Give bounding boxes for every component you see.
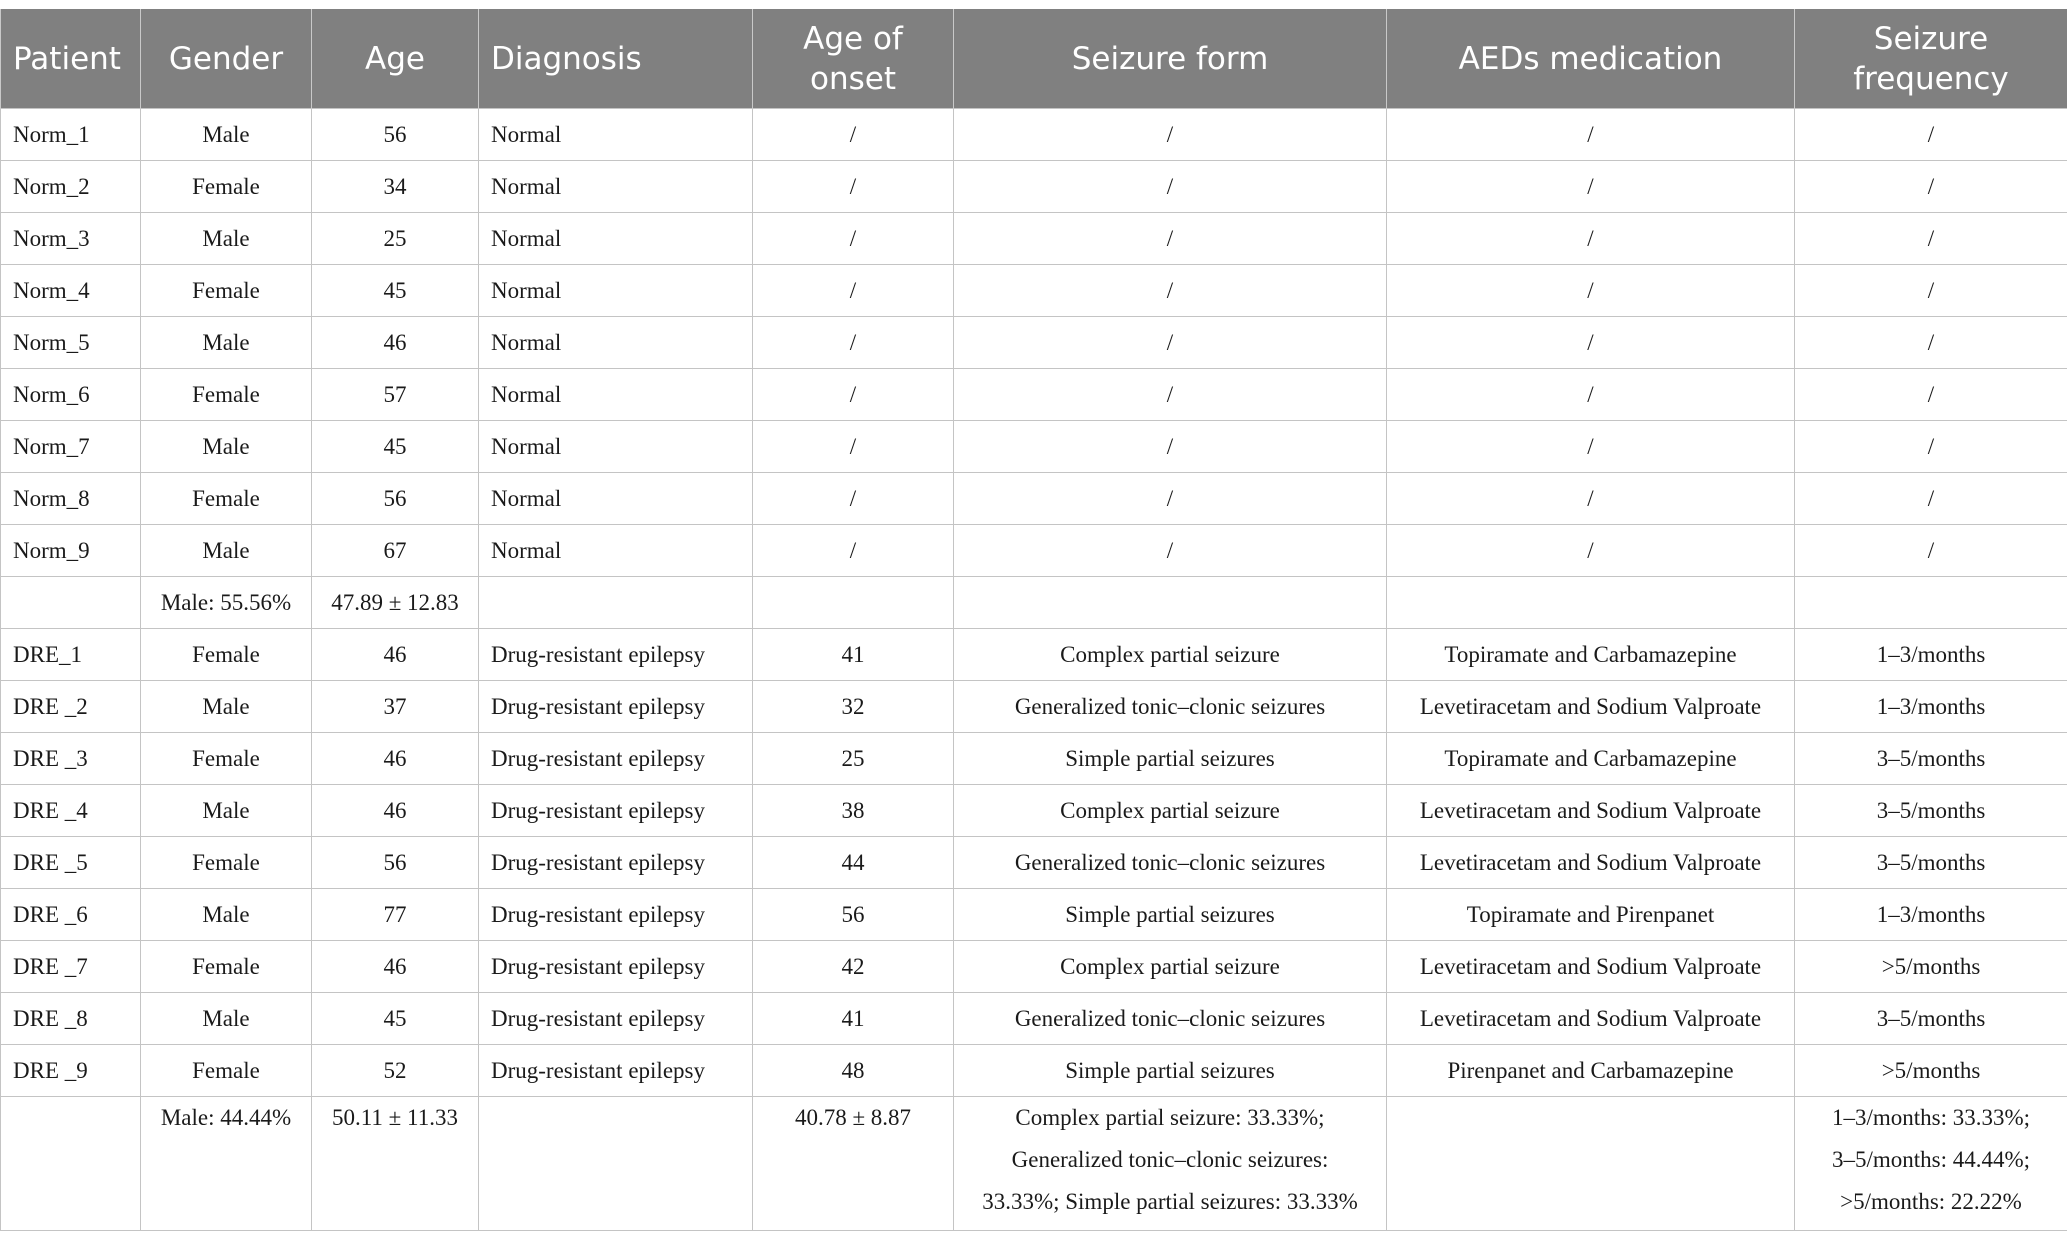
cell-patient: DRE _6 — [1, 889, 141, 941]
cell-diagnosis: Normal — [479, 421, 753, 473]
column-header-patient: Patient — [1, 9, 141, 109]
cell-seizure-frequency: 1–3/months — [1795, 889, 2067, 941]
cell-gender: Male — [141, 213, 312, 265]
cell-gender: Male — [141, 421, 312, 473]
cell-age-of-onset: / — [753, 317, 954, 369]
cell-gender: Female — [141, 265, 312, 317]
summary-seizure-form-line: 33.33%; Simple partial seizures: 33.33% — [982, 1189, 1358, 1214]
column-header-aeds-medication: AEDs medication — [1387, 9, 1795, 109]
cell-patient: DRE _7 — [1, 941, 141, 993]
cell-aeds-medication: / — [1387, 317, 1795, 369]
cell-diagnosis: Drug-resistant epilepsy — [479, 785, 753, 837]
summary-dre-gender-cell: Male: 44.44% — [141, 1097, 312, 1231]
cell-diagnosis: Drug-resistant epilepsy — [479, 629, 753, 681]
cell-seizure-frequency: / — [1795, 109, 2067, 161]
table-row — [1, 421, 2067, 473]
cell-diagnosis: Drug-resistant epilepsy — [479, 837, 753, 889]
table-row — [1, 681, 2067, 733]
cell-diagnosis: Normal — [479, 473, 753, 525]
cell-age: 57 — [312, 369, 479, 421]
cell-seizure-form: Complex partial seizure — [954, 629, 1387, 681]
cell-seizure-frequency: 3–5/months — [1795, 993, 2067, 1045]
cell-patient: Norm_1 — [1, 109, 141, 161]
cell-seizure-frequency — [1795, 577, 2067, 629]
summary-row-dre — [1, 1097, 2067, 1231]
cell-age: 37 — [312, 681, 479, 733]
cell-gender: Female — [141, 629, 312, 681]
column-header-age: Age — [312, 9, 479, 109]
cell-age-of-onset: 38 — [753, 785, 954, 837]
cell-gender: Female — [141, 941, 312, 993]
table-row — [1, 265, 2067, 317]
cell-age: 34 — [312, 161, 479, 213]
cell-seizure-form: Simple partial seizures — [954, 733, 1387, 785]
cell-age-of-onset: 32 — [753, 681, 954, 733]
cell-age-of-onset: 25 — [753, 733, 954, 785]
cell-diagnosis: Drug-resistant epilepsy — [479, 1045, 753, 1097]
cell-diagnosis — [479, 577, 753, 629]
cell-seizure-form: / — [954, 213, 1387, 265]
cell-seizure-form: Complex partial seizure — [954, 785, 1387, 837]
table-row — [1, 473, 2067, 525]
cell-seizure-form: / — [954, 421, 1387, 473]
cell-patient: DRE _2 — [1, 681, 141, 733]
cell-gender: Male — [141, 317, 312, 369]
column-header-gender: Gender — [141, 9, 312, 109]
cell-patient: Norm_4 — [1, 265, 141, 317]
cell-age: 56 — [312, 837, 479, 889]
cell-diagnosis: Normal — [479, 109, 753, 161]
cell-aeds-medication: Levetiracetam and Sodium Valproate — [1387, 785, 1795, 837]
cell-seizure-frequency: / — [1795, 525, 2067, 577]
cell-age: 46 — [312, 629, 479, 681]
cell-seizure-frequency: / — [1795, 369, 2067, 421]
cell-gender: Female — [141, 1045, 312, 1097]
cell-patient — [1, 577, 141, 629]
cell-seizure-form: / — [954, 161, 1387, 213]
cell-aeds-medication: / — [1387, 421, 1795, 473]
cell-patient: DRE _5 — [1, 837, 141, 889]
cell-aeds-medication — [1387, 577, 1795, 629]
cell-gender: Male — [141, 993, 312, 1045]
cell-aeds-medication: Topiramate and Pirenpanet — [1387, 889, 1795, 941]
cell-aeds-medication: / — [1387, 369, 1795, 421]
cell-age: 46 — [312, 785, 479, 837]
table-row — [1, 785, 2067, 837]
cell-patient: DRE _9 — [1, 1045, 141, 1097]
cell-age: 45 — [312, 265, 479, 317]
summary-frequency-line: 1–3/months: 33.33%; — [1831, 1105, 2031, 1130]
patient-characteristics-table — [0, 9, 2067, 1231]
column-header-seizure-frequency: Seizure frequency — [1795, 9, 2067, 109]
cell-diagnosis: Drug-resistant epilepsy — [479, 889, 753, 941]
cell-seizure-form: Simple partial seizures — [954, 889, 1387, 941]
cell-seizure-form: / — [954, 525, 1387, 577]
cell-gender: Male — [141, 109, 312, 161]
cell-age-of-onset: / — [753, 265, 954, 317]
cell-aeds-medication: / — [1387, 525, 1795, 577]
cell-gender: Male — [141, 525, 312, 577]
cell-patient: DRE_1 — [1, 629, 141, 681]
summary-dre-age-cell: 50.11 ± 11.33 — [312, 1097, 479, 1231]
cell-age-of-onset — [753, 577, 954, 629]
cell-aeds-medication: / — [1387, 265, 1795, 317]
cell-age-of-onset: / — [753, 525, 954, 577]
cell-age-of-onset: / — [753, 369, 954, 421]
cell-patient: Norm_9 — [1, 525, 141, 577]
cell-diagnosis: Drug-resistant epilepsy — [479, 733, 753, 785]
cell-seizure-frequency: / — [1795, 317, 2067, 369]
cell-gender: Female — [141, 733, 312, 785]
table-row — [1, 525, 2067, 577]
cell-age-of-onset: 42 — [753, 941, 954, 993]
summary-dre-seizure-form-cell — [954, 1097, 1387, 1231]
cell-aeds-medication: Levetiracetam and Sodium Valproate — [1387, 941, 1795, 993]
table-row — [1, 837, 2067, 889]
cell-aeds-medication: / — [1387, 213, 1795, 265]
cell-seizure-frequency: >5/months — [1795, 941, 2067, 993]
cell-age: 47.89 ± 12.83 — [312, 577, 479, 629]
summary-dre-aeds-cell — [1387, 1097, 1795, 1231]
cell-diagnosis: Normal — [479, 317, 753, 369]
cell-seizure-form: Generalized tonic–clonic seizures — [954, 681, 1387, 733]
cell-age: 46 — [312, 733, 479, 785]
cell-patient: DRE _3 — [1, 733, 141, 785]
table-body — [1, 109, 2067, 1231]
cell-age-of-onset: 48 — [753, 1045, 954, 1097]
cell-age: 67 — [312, 525, 479, 577]
cell-patient: DRE _8 — [1, 993, 141, 1045]
cell-patient: Norm_3 — [1, 213, 141, 265]
header-row — [1, 9, 2067, 109]
cell-patient: Norm_5 — [1, 317, 141, 369]
cell-patient: DRE _4 — [1, 785, 141, 837]
cell-diagnosis: Normal — [479, 525, 753, 577]
table-row — [1, 577, 2067, 629]
cell-seizure-frequency: / — [1795, 473, 2067, 525]
table-row — [1, 213, 2067, 265]
cell-seizure-frequency: / — [1795, 265, 2067, 317]
cell-gender: Female — [141, 837, 312, 889]
cell-diagnosis: Normal — [479, 369, 753, 421]
cell-age-of-onset: / — [753, 473, 954, 525]
cell-diagnosis: Normal — [479, 213, 753, 265]
cell-age: 56 — [312, 473, 479, 525]
cell-age-of-onset: 56 — [753, 889, 954, 941]
column-header-seizure-form: Seizure form — [954, 9, 1387, 109]
cell-age: 25 — [312, 213, 479, 265]
cell-patient: Norm_7 — [1, 421, 141, 473]
table-row — [1, 993, 2067, 1045]
cell-age-of-onset: 41 — [753, 993, 954, 1045]
table-row — [1, 369, 2067, 421]
cell-gender: Male — [141, 785, 312, 837]
cell-gender: Male — [141, 681, 312, 733]
cell-aeds-medication: Levetiracetam and Sodium Valproate — [1387, 681, 1795, 733]
cell-aeds-medication: Levetiracetam and Sodium Valproate — [1387, 993, 1795, 1045]
cell-age-of-onset: 44 — [753, 837, 954, 889]
cell-seizure-form: Generalized tonic–clonic seizures — [954, 993, 1387, 1045]
table-row — [1, 941, 2067, 993]
cell-age: 56 — [312, 109, 479, 161]
cell-aeds-medication: Topiramate and Carbamazepine — [1387, 733, 1795, 785]
cell-age-of-onset: / — [753, 421, 954, 473]
cell-age: 52 — [312, 1045, 479, 1097]
cell-age: 45 — [312, 993, 479, 1045]
summary-seizure-form-line: Complex partial seizure: 33.33%; — [1015, 1105, 1325, 1130]
cell-aeds-medication: Pirenpanet and Carbamazepine — [1387, 1045, 1795, 1097]
cell-seizure-frequency: / — [1795, 161, 2067, 213]
table-header — [1, 9, 2067, 109]
cell-aeds-medication: / — [1387, 473, 1795, 525]
cell-seizure-form: Simple partial seizures — [954, 1045, 1387, 1097]
table-row — [1, 109, 2067, 161]
cell-seizure-form: Complex partial seizure — [954, 941, 1387, 993]
cell-age: 45 — [312, 421, 479, 473]
cell-age: 46 — [312, 941, 479, 993]
cell-aeds-medication: / — [1387, 161, 1795, 213]
cell-gender: Male — [141, 889, 312, 941]
cell-gender: Female — [141, 473, 312, 525]
cell-patient: Norm_2 — [1, 161, 141, 213]
cell-gender: Female — [141, 161, 312, 213]
table-row — [1, 733, 2067, 785]
summary-frequency-line: >5/months: 22.22% — [1840, 1189, 2022, 1214]
table-row — [1, 889, 2067, 941]
summary-dre-frequency-cell — [1795, 1097, 2067, 1231]
summary-seizure-form-line: Generalized tonic–clonic seizures: — [1011, 1147, 1329, 1172]
cell-seizure-form: / — [954, 473, 1387, 525]
cell-age-of-onset: / — [753, 109, 954, 161]
summary-frequency-line: 3–5/months: 44.44%; — [1831, 1147, 2031, 1172]
cell-diagnosis: Normal — [479, 161, 753, 213]
cell-seizure-frequency: 1–3/months — [1795, 681, 2067, 733]
table-row — [1, 161, 2067, 213]
table-row — [1, 317, 2067, 369]
cell-diagnosis: Drug-resistant epilepsy — [479, 681, 753, 733]
patient-characteristics-table-wrapper — [0, 9, 2067, 1231]
table-row — [1, 629, 2067, 681]
cell-seizure-frequency: / — [1795, 421, 2067, 473]
summary-dre-patient-cell — [1, 1097, 141, 1231]
cell-aeds-medication: Levetiracetam and Sodium Valproate — [1387, 837, 1795, 889]
column-header-age-of-onset: Age of onset — [753, 9, 954, 109]
cell-seizure-frequency: / — [1795, 213, 2067, 265]
cell-seizure-form: / — [954, 265, 1387, 317]
cell-seizure-frequency: 1–3/months — [1795, 629, 2067, 681]
cell-age-of-onset: 41 — [753, 629, 954, 681]
cell-seizure-form — [954, 577, 1387, 629]
summary-dre-age-of-onset-cell: 40.78 ± 8.87 — [753, 1097, 954, 1231]
cell-age: 46 — [312, 317, 479, 369]
cell-diagnosis: Drug-resistant epilepsy — [479, 993, 753, 1045]
cell-patient: Norm_8 — [1, 473, 141, 525]
cell-aeds-medication: / — [1387, 109, 1795, 161]
cell-seizure-frequency: 3–5/months — [1795, 733, 2067, 785]
cell-gender: Female — [141, 369, 312, 421]
cell-diagnosis: Normal — [479, 265, 753, 317]
cell-seizure-frequency: 3–5/months — [1795, 785, 2067, 837]
cell-aeds-medication: Topiramate and Carbamazepine — [1387, 629, 1795, 681]
cell-seizure-form: Generalized tonic–clonic seizures — [954, 837, 1387, 889]
column-header-diagnosis: Diagnosis — [479, 9, 753, 109]
cell-seizure-form: / — [954, 317, 1387, 369]
cell-seizure-frequency: 3–5/months — [1795, 837, 2067, 889]
cell-seizure-form: / — [954, 109, 1387, 161]
cell-seizure-frequency: >5/months — [1795, 1045, 2067, 1097]
summary-dre-diagnosis-cell — [479, 1097, 753, 1231]
cell-seizure-form: / — [954, 369, 1387, 421]
cell-age-of-onset: / — [753, 161, 954, 213]
cell-gender: Male: 55.56% — [141, 577, 312, 629]
table-row — [1, 1045, 2067, 1097]
cell-patient: Norm_6 — [1, 369, 141, 421]
cell-diagnosis: Drug-resistant epilepsy — [479, 941, 753, 993]
cell-age: 77 — [312, 889, 479, 941]
cell-age-of-onset: / — [753, 213, 954, 265]
